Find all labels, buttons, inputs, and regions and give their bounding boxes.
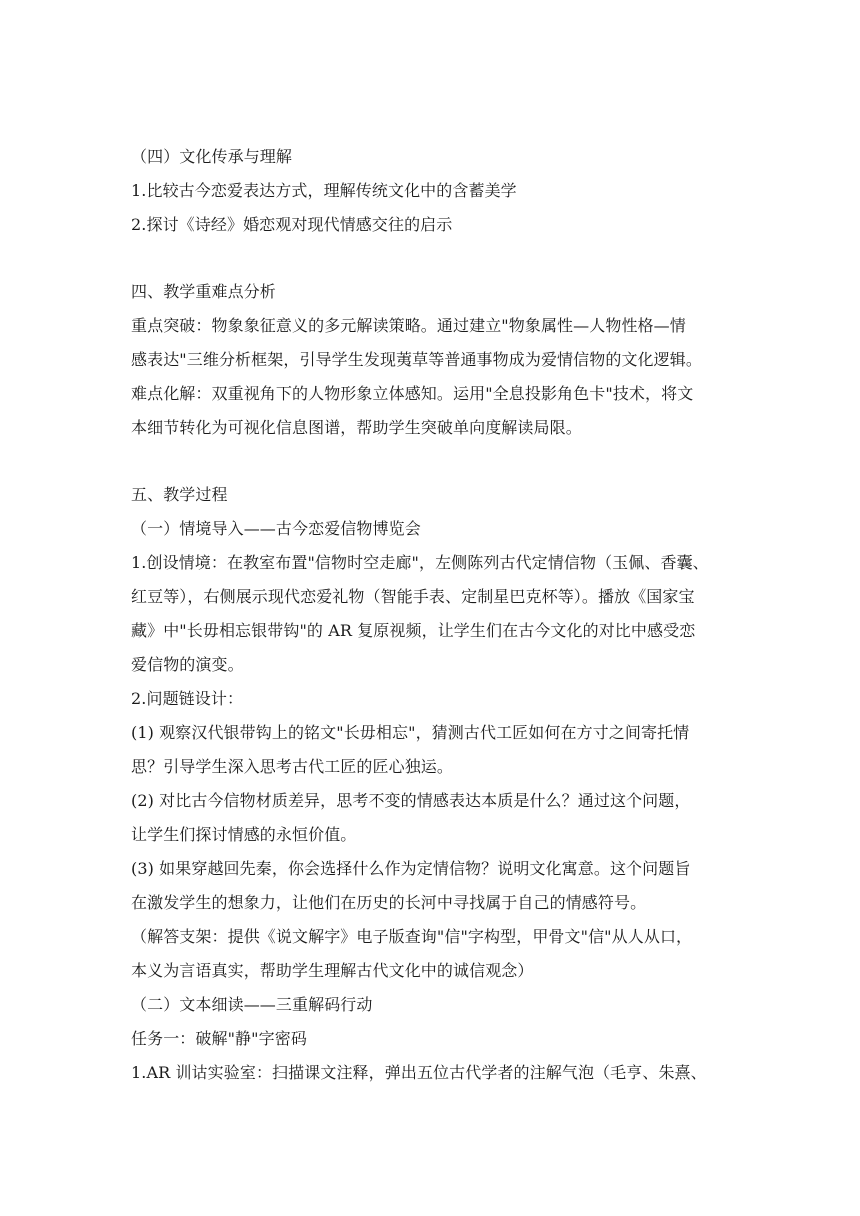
paragraph-line: 感表达"三维分析框架，引导学生发现荑草等普通事物成为爱情信物的文化逻辑。 [131, 350, 702, 369]
paragraph-line: 让学生们探讨情感的永恒价值。 [131, 825, 357, 844]
paragraph-line: 藏》中"长毋相忘银带钩"的 AR 复原视频，让学生们在古今文化的对比中感受恋 [131, 621, 696, 640]
paragraph-line: (1) 观察汉代银带钩上的铭文"长毋相忘"，猜测古代工匠如何在方寸之间寄托情 [131, 723, 690, 742]
paragraph-line: 2.问题链设计： [131, 689, 244, 708]
list-item: 1.比较古今恋爱表达方式，理解传统文化中的含蓄美学 [131, 181, 517, 200]
subsection-heading: （一）情境导入——古今恋爱信物博览会 [131, 519, 421, 538]
subsection-heading: （二）文本细读——三重解码行动 [131, 995, 373, 1014]
section-heading-teaching-process: 五、教学过程 [131, 485, 228, 504]
paragraph-line: 红豆等），右侧展示现代恋爱礼物（智能手表、定制星巴克杯等）。播放《国家宝 [131, 587, 695, 606]
paragraph-line: 思？引导学生深入思考古代工匠的匠心独运。 [131, 757, 454, 776]
paragraph-line: 难点化解：双重视角下的人物形象立体感知。运用"全息投影角色卡"技术，将文 [131, 384, 694, 403]
paragraph-line: 在激发学生的想象力，让他们在历史的长河中寻找属于自己的情感符号。 [131, 893, 647, 912]
paragraph-line: 重点突破：物象象征意义的多元解读策略。通过建立"物象属性—人物性格—情 [131, 316, 686, 335]
paragraph-line: 本义为言语真实，帮助学生理解古代文化中的诚信观念） [131, 961, 534, 980]
paragraph-line: 爱信物的演变。 [131, 655, 244, 674]
paragraph-line: (3) 如果穿越回先秦，你会选择什么作为定情信物？说明文化寓意。这个问题旨 [131, 859, 691, 878]
paragraph-line: 1.创设情境：在教室布置"信物时空走廊"，左侧陈列古代定情信物（玉佩、香囊、 [131, 553, 709, 572]
paragraph-line: 1.AR 训诂实验室：扫描课文注释，弹出五位古代学者的注解气泡（毛亨、朱熹、 [131, 1063, 707, 1082]
section-heading-key-difficulties: 四、教学重难点分析 [131, 282, 276, 301]
paragraph-line: 本细节转化为可视化信息图谱，帮助学生突破单向度解读局限。 [131, 418, 582, 437]
section-heading-cultural-heritage: （四）文化传承与理解 [131, 147, 293, 166]
paragraph-line: (2) 对比古今信物材质差异，思考不变的情感表达本质是什么？通过这个问题， [131, 791, 691, 810]
paragraph-line: 任务一：破解"静"字密码 [131, 1029, 307, 1048]
list-item: 2.探讨《诗经》婚恋观对现代情感交往的启示 [131, 215, 453, 234]
paragraph-line: （解答支架：提供《说文解字》电子版查询"信"字构型，甲骨文"信"从人从口， [131, 927, 693, 946]
